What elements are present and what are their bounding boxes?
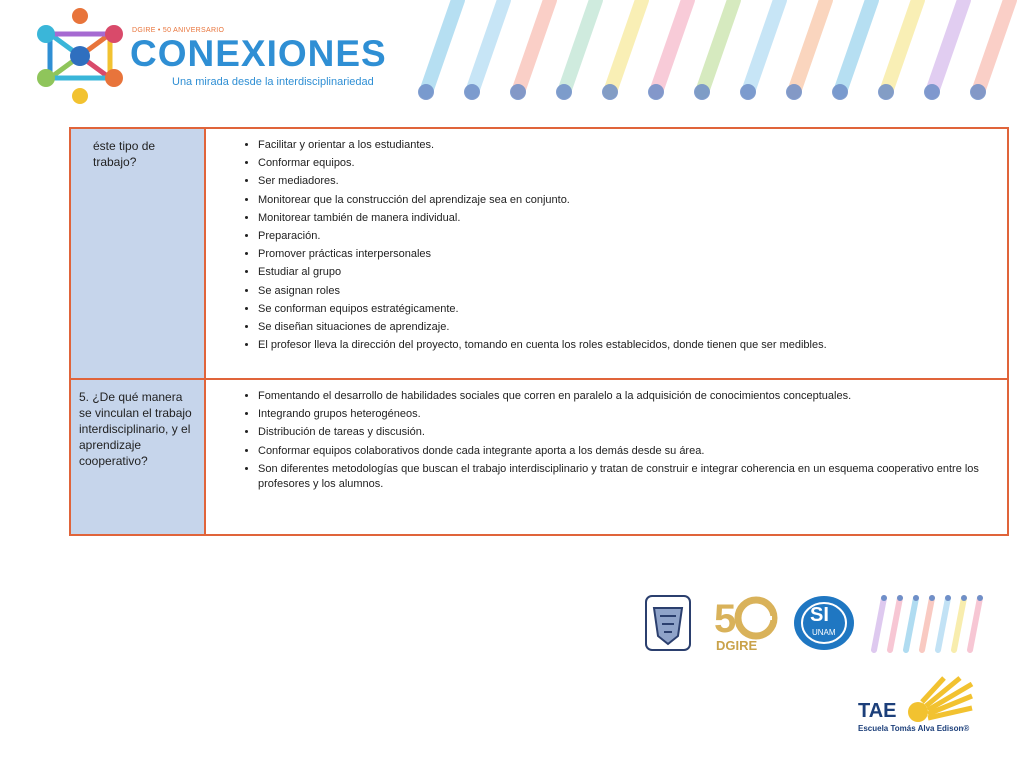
tae-label: TAE (858, 700, 897, 722)
table-row (70, 128, 1008, 379)
brand-title: CONEXIONES (130, 33, 387, 74)
list-item: • Integrando grupos heterogéneos. (258, 407, 987, 422)
answer-cell (205, 379, 1008, 535)
svg-text:5: 5 (714, 597, 737, 641)
qa-table (69, 127, 1009, 536)
unam-crest-icon (640, 592, 696, 654)
question-text: éste tipo de trabajo? (93, 139, 156, 169)
list-item: • Promover prácticas interpersonales (258, 247, 987, 262)
question-text: 5. ¿De qué manera se vinculan el trabajo interdisciplinario, y el aprendizaje cooperativo? (79, 390, 192, 468)
decorative-stripes-icon (414, 0, 1024, 110)
list-item: • El profesor lleva la dirección del proyecto, tomando en cuenta los roles establecidos, donde tienen que ser medibles. (258, 338, 987, 353)
list-item: • Se conforman equipos estratégicamente. (258, 302, 987, 317)
answer-cell (205, 128, 1008, 379)
list-item: • Estudiar al grupo (258, 265, 987, 280)
anniversary-label: DGIRE • 50 ANIVERSARIO (132, 27, 225, 34)
answer-list (206, 380, 1007, 492)
tae-school-name: Escuela Tomás Alva Edison® (858, 724, 970, 733)
list-item: • Conformar equipos. (258, 156, 987, 171)
list-item: • Son diferentes metodologías que buscan el trabajo interdisciplinario y tratan de construir e integrar coherencia en un esquema cooperativo entre los profesores y los alumnos. (258, 462, 987, 492)
list-item: • Se asignan roles (258, 284, 987, 299)
list-item: • Preparación. (258, 229, 987, 244)
list-item: • Se diseñan situaciones de aprendizaje. (258, 320, 987, 335)
si-label: SI (810, 604, 829, 626)
sun-rays-icon (904, 676, 974, 724)
table-row (70, 379, 1008, 535)
list-item: • Monitorear también de manera individual. (258, 211, 987, 226)
page-header (0, 0, 1024, 120)
tae-logo (856, 676, 986, 736)
brand-subtitle: Una mirada desde la interdisciplinariedad (172, 76, 374, 88)
partner-logos (638, 590, 988, 660)
si-unam-label: UNAM (812, 628, 836, 637)
list-item: • Monitorear que la construcción del aprendizaje sea en conjunto. (258, 193, 987, 208)
mini-stripes-icon (868, 592, 986, 656)
list-item: • Fomentando el desarrollo de habilidades sociales que corren en paralelo a la adquisición de conocimientos conceptuales. (258, 389, 987, 404)
list-item: • Conformar equipos colaborativos donde cada integrante aporta a los demás desde su área. (258, 444, 987, 459)
conexiones-logo-icon (34, 6, 128, 106)
list-item: • Facilitar y orientar a los estudiantes. (258, 138, 987, 153)
question-cell (70, 128, 205, 379)
question-cell (70, 379, 205, 535)
answer-list (206, 129, 1007, 353)
dgire-label: DGIRE (716, 638, 758, 653)
list-item: • Distribución de tareas y discusión. (258, 425, 987, 440)
list-item: • Ser mediadores. (258, 174, 987, 189)
